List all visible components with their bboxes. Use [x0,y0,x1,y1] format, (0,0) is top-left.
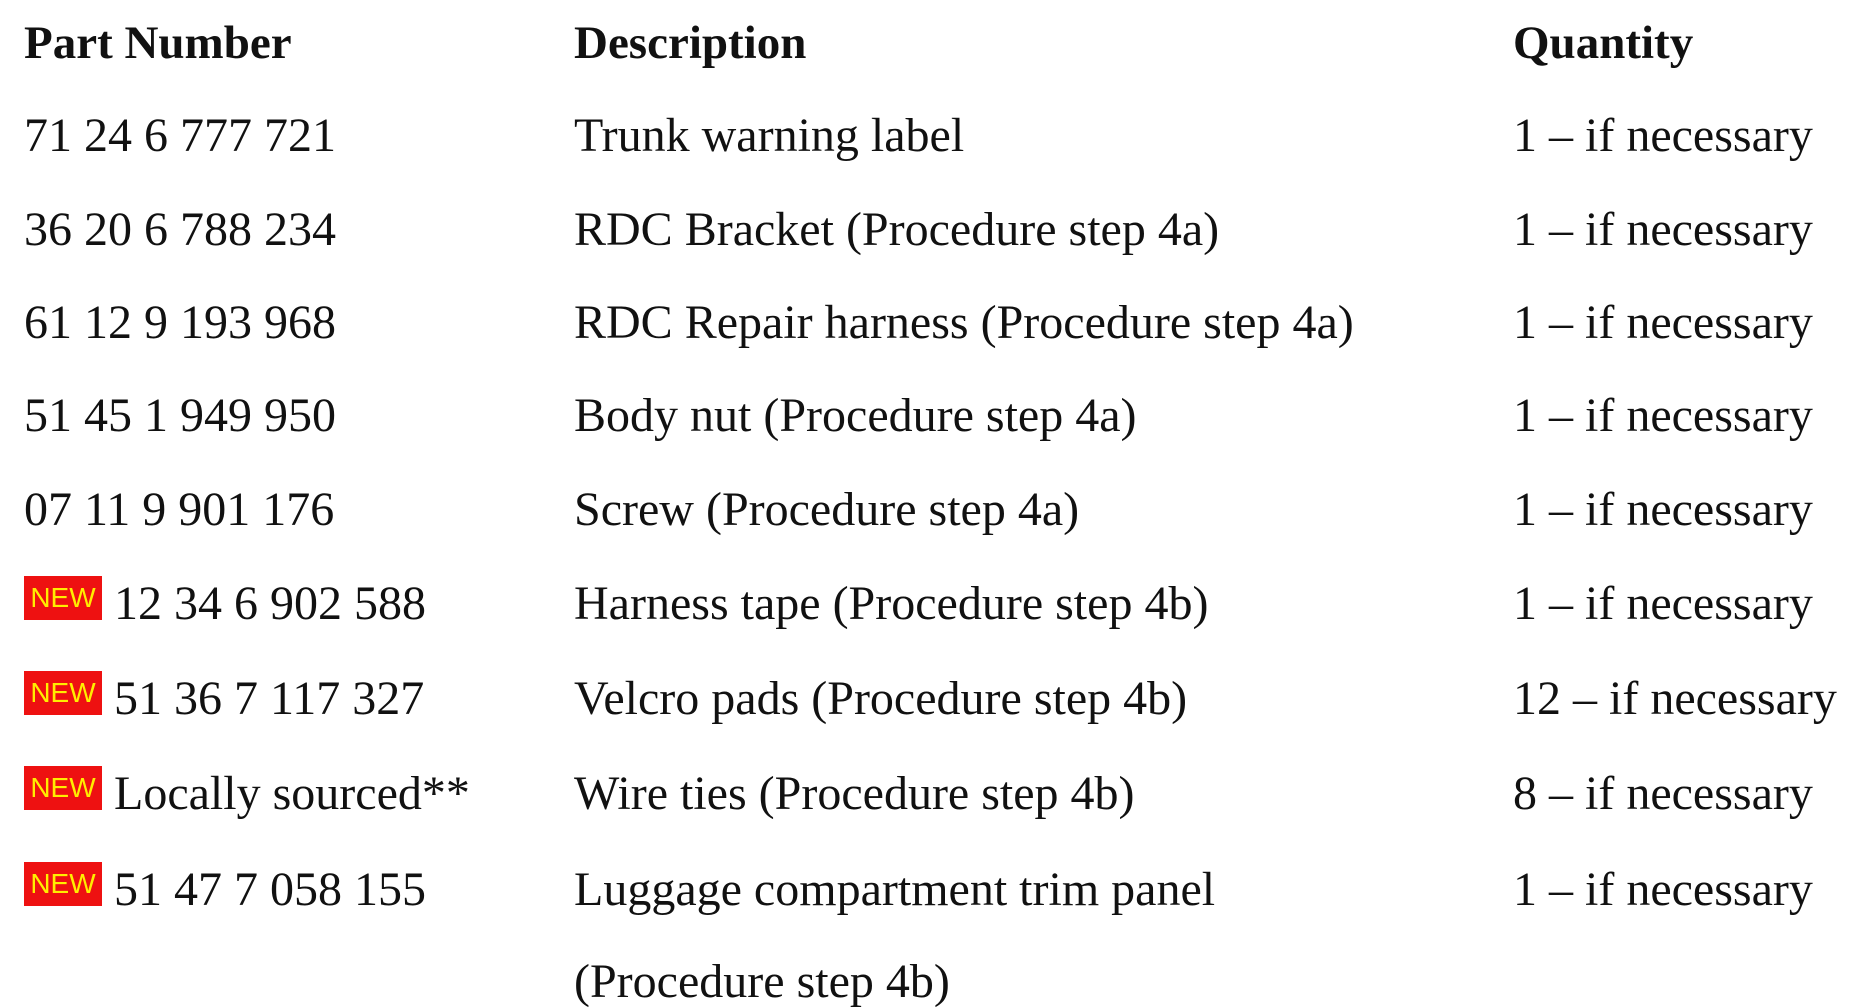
new-badge: NEW [24,576,102,620]
description-cell: Harness tape (Procedure step 4b) [574,577,1209,630]
quantity-cell: 1 – if necessary [1513,296,1813,349]
quantity-cell: 1 – if necessary [1513,109,1813,162]
part-number-cell: 36 20 6 788 234 [24,203,336,256]
part-number-cell [24,672,425,725]
part-number-cell: 07 11 9 901 176 [24,483,335,536]
quantity-cell: 1 – if necessary [1513,863,1813,916]
description-continuation: (Procedure step 4b) [574,955,950,1008]
description-cell: Screw (Procedure step 4a) [574,483,1080,536]
quantity-cell: 12 – if necessary [1513,672,1837,725]
quantity-cell: 1 – if necessary [1513,483,1813,536]
part-number-cell [24,767,470,820]
part-number-cell [24,863,426,916]
part-number-cell: 71 24 6 777 721 [24,109,336,162]
part-number-text: 51 47 7 058 155 [114,863,426,916]
quantity-cell: 1 – if necessary [1513,577,1813,630]
description-cell: Velcro pads (Procedure step 4b) [574,672,1188,725]
description-cell: RDC Bracket (Procedure step 4a) [574,203,1220,256]
description-cell: RDC Repair harness (Procedure step 4a) [574,296,1354,349]
description-cell: Body nut (Procedure step 4a) [574,389,1137,442]
part-number-cell [24,577,426,630]
part-number-text: 51 36 7 117 327 [114,672,425,725]
part-number-text: Locally sourced** [114,767,470,820]
description-cell: Trunk warning label [574,109,965,162]
new-badge: NEW [24,766,102,810]
description-cell: Wire ties (Procedure step 4b) [574,767,1135,820]
description-cell: Luggage compartment trim panel [574,863,1216,916]
header-description: Description [574,17,807,69]
new-badge: NEW [24,671,102,715]
quantity-cell: 8 – if necessary [1513,767,1813,820]
quantity-cell: 1 – if necessary [1513,389,1813,442]
part-number-text: 12 34 6 902 588 [114,577,426,630]
new-badge: NEW [24,862,102,906]
part-number-cell: 61 12 9 193 968 [24,296,336,349]
part-number-cell: 51 45 1 949 950 [24,389,336,442]
header-quantity: Quantity [1513,17,1694,69]
quantity-cell: 1 – if necessary [1513,203,1813,256]
header-part-number: Part Number [24,17,292,69]
